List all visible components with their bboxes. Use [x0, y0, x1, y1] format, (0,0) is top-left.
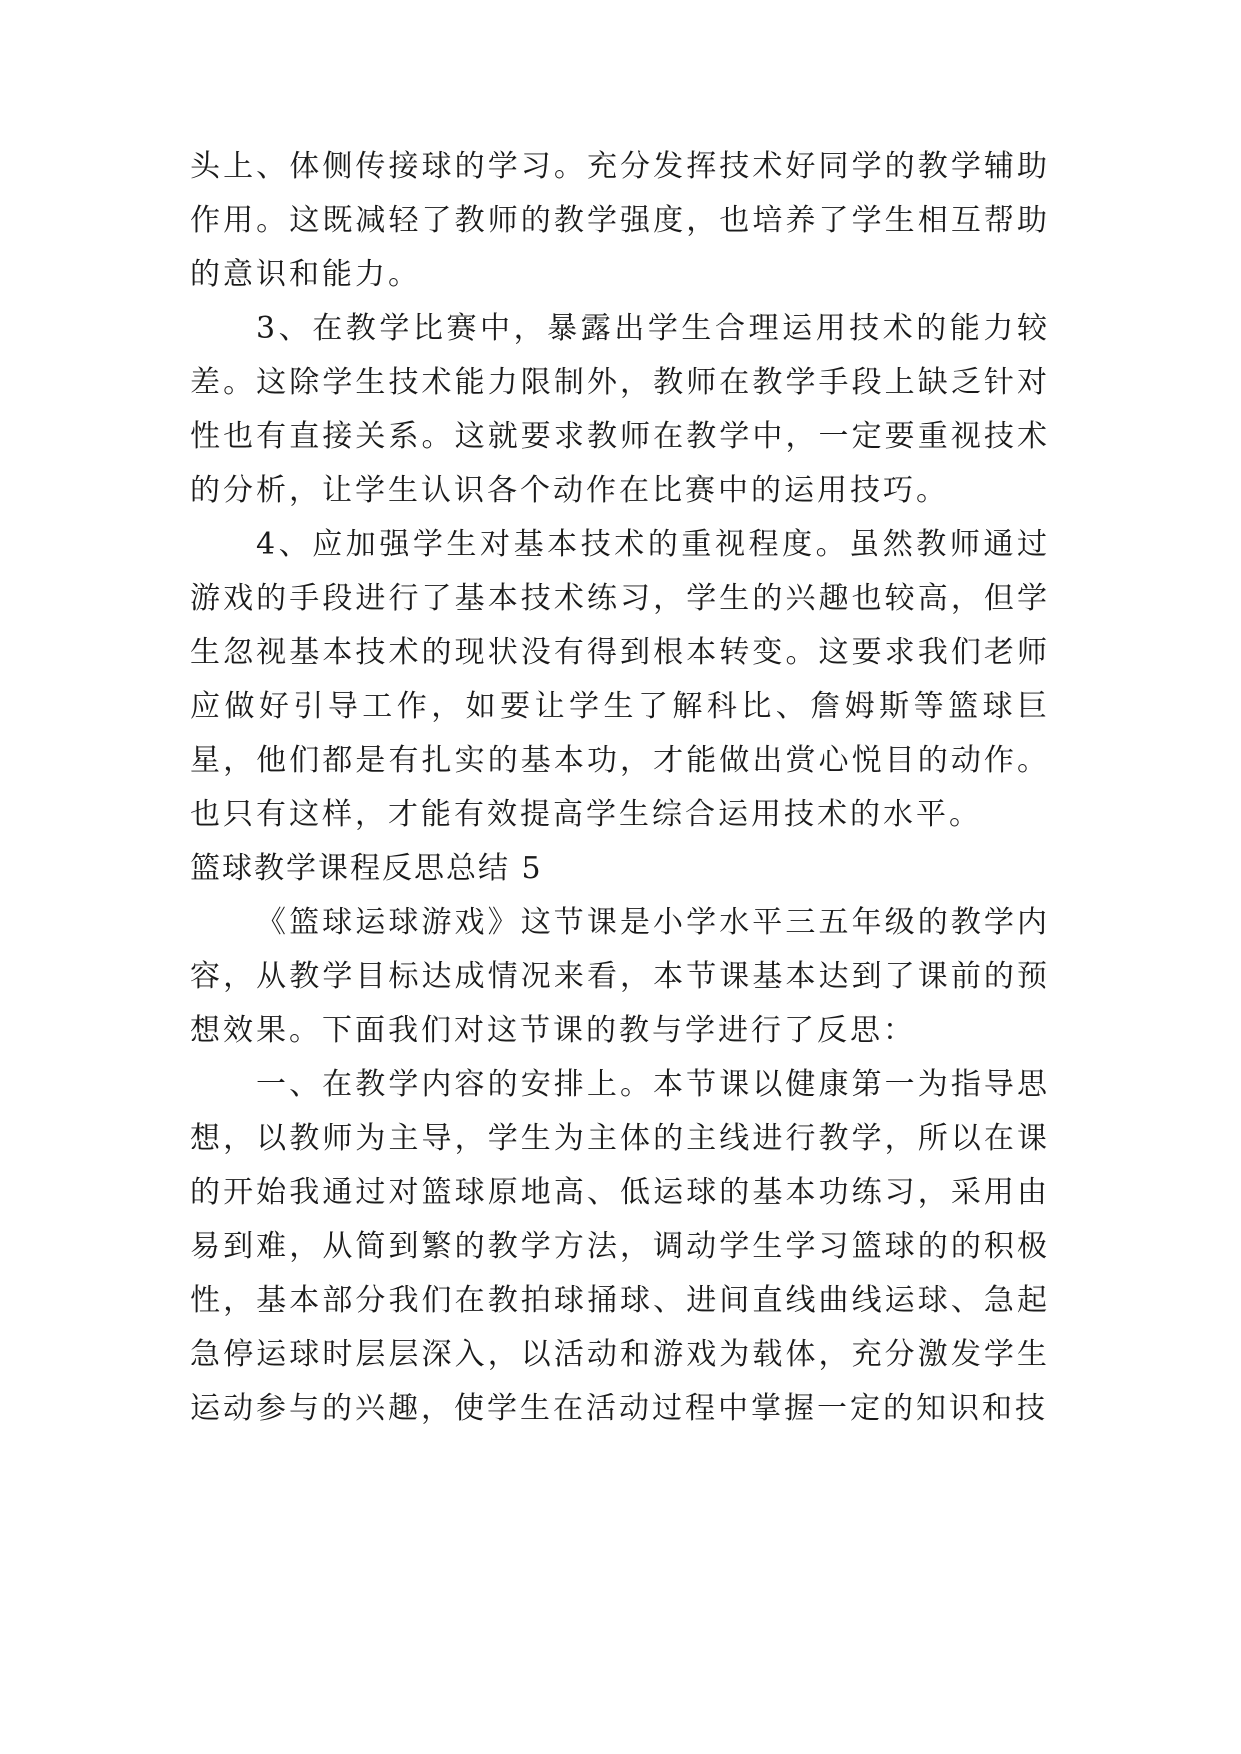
continued-paragraph: 头上、体侧传接球的学习。充分发挥技术好同学的教学辅助作用。这既减轻了教师的教学强度，也培养了学生相互帮助的意识和能力。 [190, 149, 1050, 292]
paragraph-item-4: 4、应加强学生对基本技术的重视程度。虽然教师通过游戏的手段进行了基本技术练习，学生的兴趣也较高，但学生忽视基本技术的现状没有得到根本转变。这要求我们老师应做好引导工作，如要让学生了解科比、詹姆斯等篮球巨星，他们都是有扎实的基本功，才能做出赏心悦目的动作。也只有这样，才能有效提高学生综合运用技术的水平。 [190, 527, 1050, 832]
section-heading: 篮球教学课程反思总结 5 [190, 851, 543, 886]
intro-paragraph: 《篮球运球游戏》这节课是小学水平三五年级的教学内容，从教学目标达成情况来看，本节课基本达到了课前的预想效果。下面我们对这节课的教与学进行了反思： [190, 905, 1050, 1048]
document-body [190, 140, 1050, 1436]
paragraph-point-1: 一、在教学内容的安排上。本节课以健康第一为指导思想，以教师为主导，学生为主体的主线进行教学，所以在课的开始我通过对篮球原地高、低运球的基本功练习，采用由易到难，从简到繁的教学方法，调动学生学习篮球的的积极性，基本部分我们在教拍球捅球、进间直线曲线运球、急起急停运球时层层深入，以活动和游戏为载体，充分激发学生运动参与的兴趣，使学生在活动过程中掌握一定的知识和技 [190, 1067, 1050, 1426]
paragraph-item-3: 3、在教学比赛中，暴露出学生合理运用技术的能力较差。这除学生技术能力限制外，教师在教学手段上缺乏针对性也有直接关系。这就要求教师在教学中，一定要重视技术的分析，让学生认识各个动作在比赛中的运用技巧。 [190, 311, 1050, 508]
